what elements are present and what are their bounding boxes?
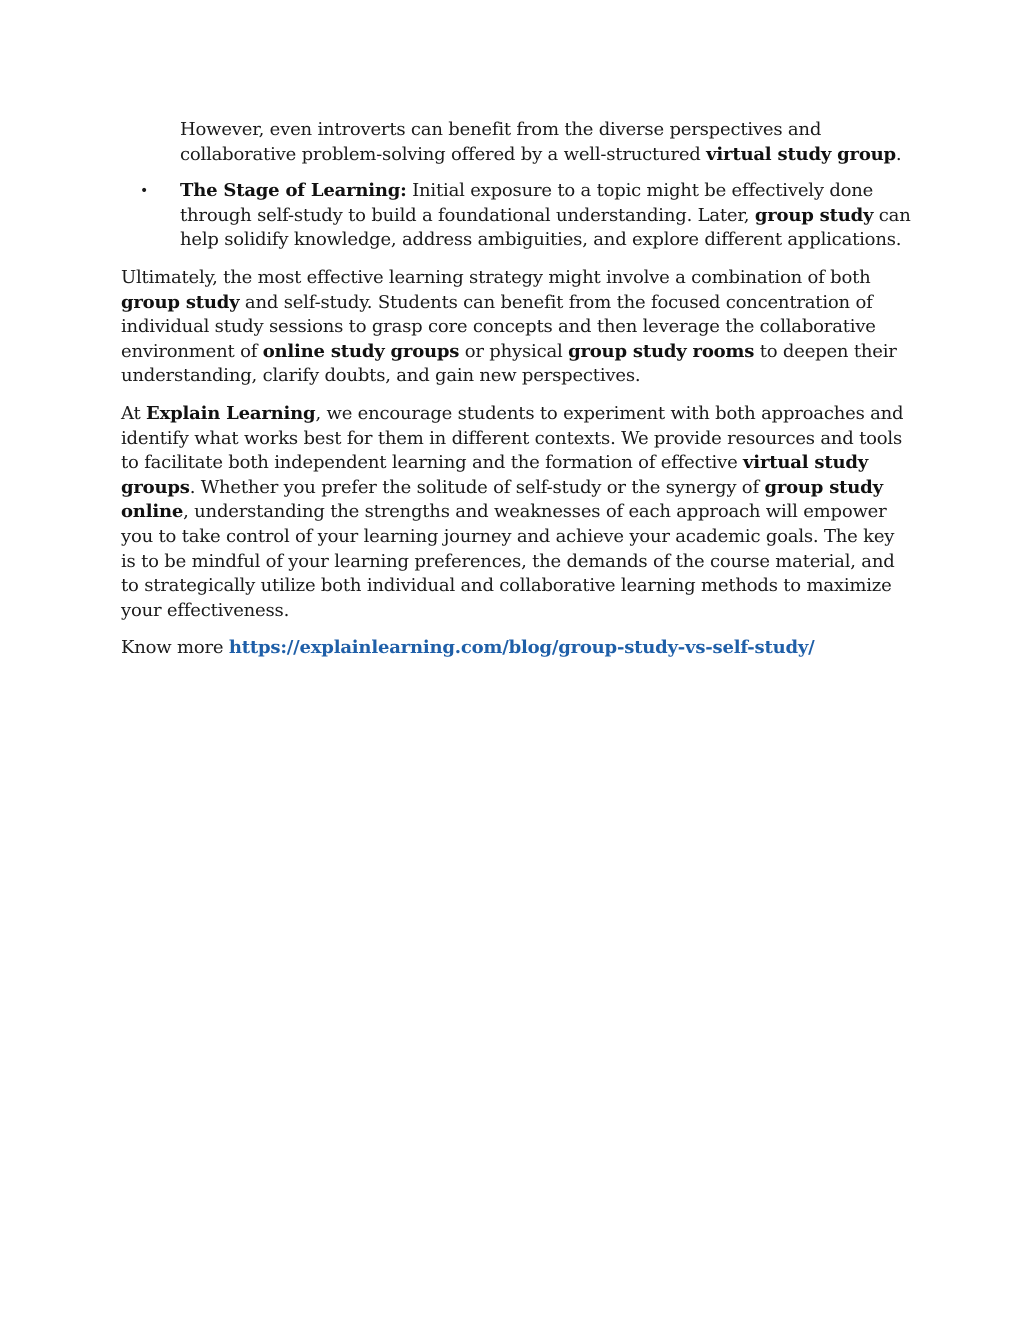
document-page bbox=[121, 118, 911, 661]
continuation-text-2: . bbox=[895, 143, 902, 165]
paragraph-ultimately bbox=[121, 266, 911, 389]
para2-text-2: , we encourage students to experiment with both approaches and identify what works best for them in different contexts. We provide resources and tools to facilitate both independent learning and the formation of effective bbox=[121, 402, 904, 474]
para1-bold-3: group study rooms bbox=[568, 340, 755, 362]
para2-text-4: , understanding the strengths and weaknesses of each approach will empower you to take control of your learning journey and achieve your academic goals. The key is to be mindful of your learning preferences, the demands of the course material, and to strategically utilize both individual and collaborative learning methods to maximize your effectiveness. bbox=[121, 501, 895, 621]
para1-text-1: Ultimately, the most effective learning strategy might involve a combination of both bbox=[121, 266, 871, 288]
para2-text-3: . Whether you prefer the solitude of self-study or the synergy of bbox=[189, 476, 765, 498]
para2-text-1: At bbox=[121, 402, 147, 424]
para1-bold-2: online study groups bbox=[262, 340, 460, 362]
bullet-heading: The Stage of Learning: bbox=[180, 180, 407, 202]
para1-text-2: and self-study. Students can benefit from the focused concentration of individual study sessions to grasp core concepts and then leverage the collaborative environment of bbox=[121, 291, 876, 362]
para1-bold-1: group study bbox=[121, 291, 240, 313]
para2-bold-2: virtual study groups bbox=[121, 452, 868, 498]
para2-bold-3: group study online bbox=[121, 476, 883, 523]
bullet-text bbox=[180, 180, 911, 250]
bullet-bold-1: group study bbox=[754, 204, 874, 226]
bullet-text-1: Initial exposure to a topic might be effectively done through self-study to build a foundational understanding. Later, bbox=[180, 180, 874, 226]
bullet-text-2: can help solidify knowledge, address ambiguities, and explore different applications. bbox=[180, 204, 911, 251]
bullet-icon: • bbox=[140, 183, 149, 200]
paragraph-explain-learning bbox=[121, 402, 911, 623]
continuation-text-1: However, even introverts can benefit from the diverse perspectives and collaborative problem-solving offered by a well-structured bbox=[180, 119, 822, 165]
know-more-line bbox=[121, 636, 911, 661]
para2-bold-1: Explain Learning bbox=[146, 402, 316, 424]
para1-text-3: or physical bbox=[459, 340, 569, 362]
bullet-item-stage-of-learning bbox=[140, 179, 911, 253]
know-more-label: Know more bbox=[121, 637, 229, 659]
continuation-paragraph bbox=[180, 118, 911, 167]
continuation-bold-1: virtual study group bbox=[706, 143, 896, 165]
para1-text-4: to deepen their understanding, clarify doubts, and gain new perspectives. bbox=[121, 340, 897, 387]
know-more-link[interactable]: https://explainlearning.com/blog/group-study-vs-self-study/ bbox=[228, 637, 815, 659]
